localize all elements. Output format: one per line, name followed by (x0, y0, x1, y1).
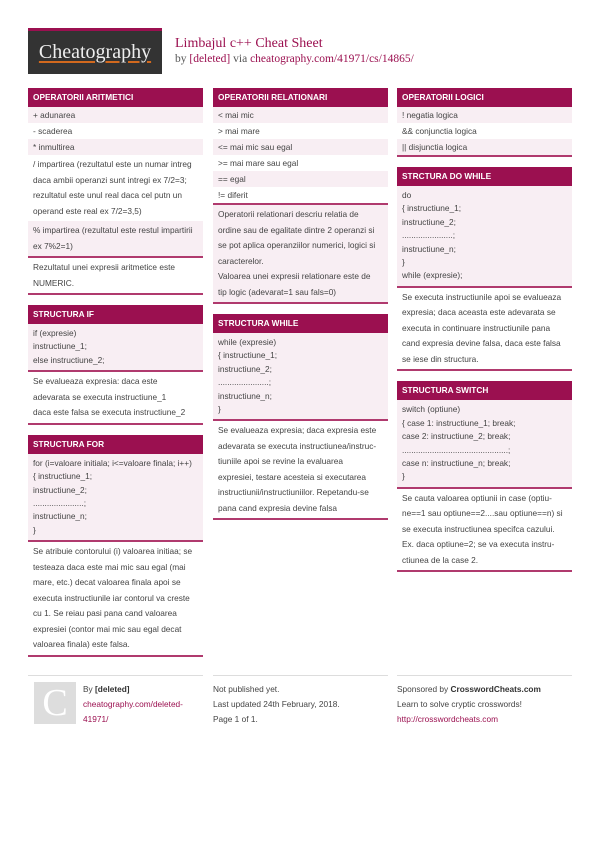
text-line: == egal (218, 174, 246, 184)
text-line: else instructiune_2; (33, 354, 105, 365)
text-line: do (402, 190, 412, 200)
text-line: * inmultirea (33, 142, 75, 152)
text-line: caracterelor. (218, 255, 264, 266)
section-header: STRCTURA DO WHILE (397, 167, 572, 186)
text-line: ne==1 sau optiune==2....sau optiune==n) si (402, 508, 563, 519)
author-profile-link[interactable]: cheatography.com/deleted- (83, 699, 183, 709)
text-line: ctiunea de la case 2. (402, 554, 479, 565)
byline: by [deleted] via cheatography.com/41971/cs/14865/ (175, 53, 414, 65)
column-3 (397, 88, 572, 582)
table-row (28, 221, 203, 256)
text-line: expresiei, testare acesteia si executarea (218, 471, 367, 482)
code-block (397, 186, 572, 286)
section-header: OPERATORII RELATIONARI (213, 88, 388, 107)
avatar: C (34, 682, 76, 724)
text-line: - scaderea (33, 126, 73, 136)
section-structura-while (213, 314, 388, 520)
text-line: if (expresie) (33, 328, 77, 338)
section-note (28, 540, 203, 655)
table-row (213, 123, 388, 139)
text-line: { instructiune_1; (33, 471, 93, 482)
text-line: <= mai mic sau egal (218, 142, 293, 152)
sheet-title: Limbajul c++ Cheat Sheet (175, 36, 323, 51)
text-line: se executa instructiunea specifca cazului. (402, 523, 555, 534)
text-line: { instructiune_1; (402, 203, 462, 214)
text-line: instructiune_n; (402, 243, 456, 254)
text-line: Se cauta valoarea optiunii in case (optiu- (402, 492, 552, 503)
table-row (397, 123, 572, 139)
code-block (28, 324, 203, 370)
section-structura-for (28, 435, 203, 657)
text-line: cu 1. Se reiau pasi pana cand valoarea (33, 608, 177, 619)
text-line: Rezultatul unei expresii aritmetice este (33, 262, 176, 272)
text-line: instructiune_2; (33, 484, 87, 495)
text-line: Se evalueaza expresia: daca este (33, 376, 158, 387)
text-line: executa in continuare instructiunile pana (402, 322, 551, 333)
code-block (28, 454, 203, 540)
text-line: && conjunctia logica (402, 126, 477, 136)
text-line: case n: instructiune_n; break; (402, 457, 511, 468)
section-structura-switch (397, 381, 572, 572)
section-note (213, 419, 388, 518)
table-row (213, 171, 388, 187)
text-line: pana cand expresia devine falsa (218, 502, 338, 513)
table-row (28, 139, 203, 155)
code-block (213, 333, 388, 419)
text-line: case 2: instructiune_2; break; (402, 431, 511, 442)
text-line: switch (optiune) (402, 404, 461, 415)
text-line: } (33, 524, 36, 535)
table-row (28, 123, 203, 139)
text-line: adevarata se executa instructiunea/instruc- (218, 440, 377, 451)
text-line: expresiei (contor mai mic sau egal decat (33, 623, 182, 634)
section-note (397, 286, 572, 370)
text-line: instructiune_2; (218, 363, 272, 374)
table-row (397, 139, 572, 155)
text-line: ......................; (33, 497, 87, 508)
table-row (28, 107, 203, 123)
cheatography-logo[interactable]: Cheatography (28, 28, 162, 74)
code-block (397, 400, 572, 486)
section-header: OPERATORII ARITMETICI (28, 88, 203, 107)
text-line: adevarata se executa instructiune_1 (33, 391, 167, 402)
text-line: % impartirea (rezultatul este restul impartirii (33, 225, 193, 235)
text-line: cand expresia devine falsa, daca este falsa (402, 338, 561, 349)
text-line: Se executa instructiunile apoi se evalueaza (402, 291, 562, 302)
text-line: tip logic (adevarat=1 sau fals=0) (218, 286, 337, 297)
section-note (28, 256, 203, 293)
text-line: Se evalueaza expresia; daca expresia este (218, 425, 377, 436)
text-line: valoarea finala) este falsa. (33, 639, 130, 650)
text-line: instructiune_n; (33, 511, 87, 522)
text-line: ordine sau de egalitate dintre 2 operanzi si (218, 224, 375, 235)
text-line: >= mai mare sau egal (218, 158, 299, 168)
text-line: mare, etc.) decat valoarea finala apoi se (33, 577, 181, 588)
section-operatorii-aritmetici (28, 88, 203, 295)
table-row (213, 139, 388, 155)
section-header: STRUCTURA FOR (28, 435, 203, 454)
text-line: se pot aplica operanziilor numerici, logici si (218, 240, 376, 250)
text-line: } (402, 471, 405, 482)
section-operatorii-logici (397, 88, 572, 157)
table-row (213, 155, 388, 171)
column-1 (28, 88, 203, 667)
text-line: ......................; (402, 230, 456, 241)
text-line: instructiune_2; (402, 216, 456, 227)
footer-author: C By [deleted] cheatography.com/deleted- 41971/ (28, 675, 203, 727)
section-header: STRUCTURA SWITCH (397, 381, 572, 400)
text-line: } (402, 257, 405, 268)
text-line: ..............................................; (402, 444, 511, 455)
text-line: != diferit (218, 190, 248, 200)
text-line: NUMERIC. (33, 277, 75, 288)
section-note (397, 487, 572, 571)
text-line: tiuniile apoi se revine la evaluarea (218, 456, 343, 467)
text-line: while (expresie); (402, 270, 463, 281)
section-strctura-do-while (397, 167, 572, 371)
text-line: Operatorii relationari descriu relatia de (218, 209, 359, 219)
text-line: { case 1: instructiune_1; break; (402, 417, 516, 428)
text-line: daca este falsa se executa instructiune_2 (33, 407, 186, 418)
text-line: ......................; (218, 377, 272, 388)
text-line: se iese din structura. (402, 353, 479, 364)
text-line: || disjunctia logica (402, 142, 468, 152)
sponsor-link[interactable]: http://crosswordcheats.com (397, 714, 498, 724)
text-line: + adunarea (33, 110, 76, 120)
text-line: instructiunii/instructiuniilor. Repetandu-se (218, 487, 369, 498)
text-line: for (i=valoare initiala; i<=valoare finala; i++) (33, 457, 192, 468)
table-row (28, 155, 203, 221)
column-2 (213, 88, 388, 530)
text-line: daca ambii operanzi sunt intregi ex 7/2=3; (33, 174, 187, 185)
text-line: } (218, 404, 221, 415)
text-line: < mai mic (218, 110, 254, 120)
text-line: ! negatia logica (402, 110, 458, 120)
text-line: ex 7%2=1) (33, 240, 73, 251)
footer-author-name: [deleted] (95, 684, 130, 694)
text-line: Ex. daca optiune=2; se va executa instru- (402, 539, 555, 550)
text-line: instructiune_1; (33, 341, 87, 352)
text-line: instructiune_n; (218, 390, 272, 401)
section-header: STRUCTURA WHILE (213, 314, 388, 333)
text-line: / impartirea (rezultatul este un numar intreg (33, 159, 192, 169)
section-note (213, 203, 388, 302)
footer-info: Not published yet. Last updated 24th February, 2018. Page 1 of 1. (213, 675, 388, 727)
footer-sponsor: Sponsored by CrosswordCheats.com Learn to solve cryptic crosswords! http://crosswordcheats.com (397, 675, 572, 727)
table-row (397, 107, 572, 123)
section-operatorii-relationari (213, 88, 388, 304)
text-line: Se atribuie contorului (i) valoarea initiaa; se (33, 546, 193, 557)
table-row (213, 107, 388, 123)
text-line: testeaza daca este mai mic sau egal (mai (33, 561, 186, 572)
author-link[interactable]: [deleted] (189, 53, 231, 65)
text-line: while (expresie) (218, 337, 277, 347)
author-profile-link-cont[interactable]: 41971/ (83, 714, 109, 724)
text-line: > mai mare (218, 126, 260, 136)
text-line: rezultatul este unul real daca cel putn un (33, 190, 182, 200)
text-line: Valoarea unei expresii relationare este de (218, 271, 371, 281)
section-note (28, 370, 203, 423)
text-line: executa instructiunile iar contorul va creste (33, 592, 190, 603)
section-structura-if (28, 305, 203, 425)
section-header: OPERATORII LOGICI (397, 88, 572, 107)
text-line: { instructiune_1; (218, 350, 278, 361)
sheet-url-link[interactable]: cheatography.com/41971/cs/14865/ (250, 53, 414, 65)
table-row (213, 187, 388, 203)
text-line: expresia; daca aceasta este adevarata se (402, 307, 556, 318)
text-line: operand este real ex 7/2=3,5) (33, 205, 142, 216)
section-header: STRUCTURA IF (28, 305, 203, 324)
